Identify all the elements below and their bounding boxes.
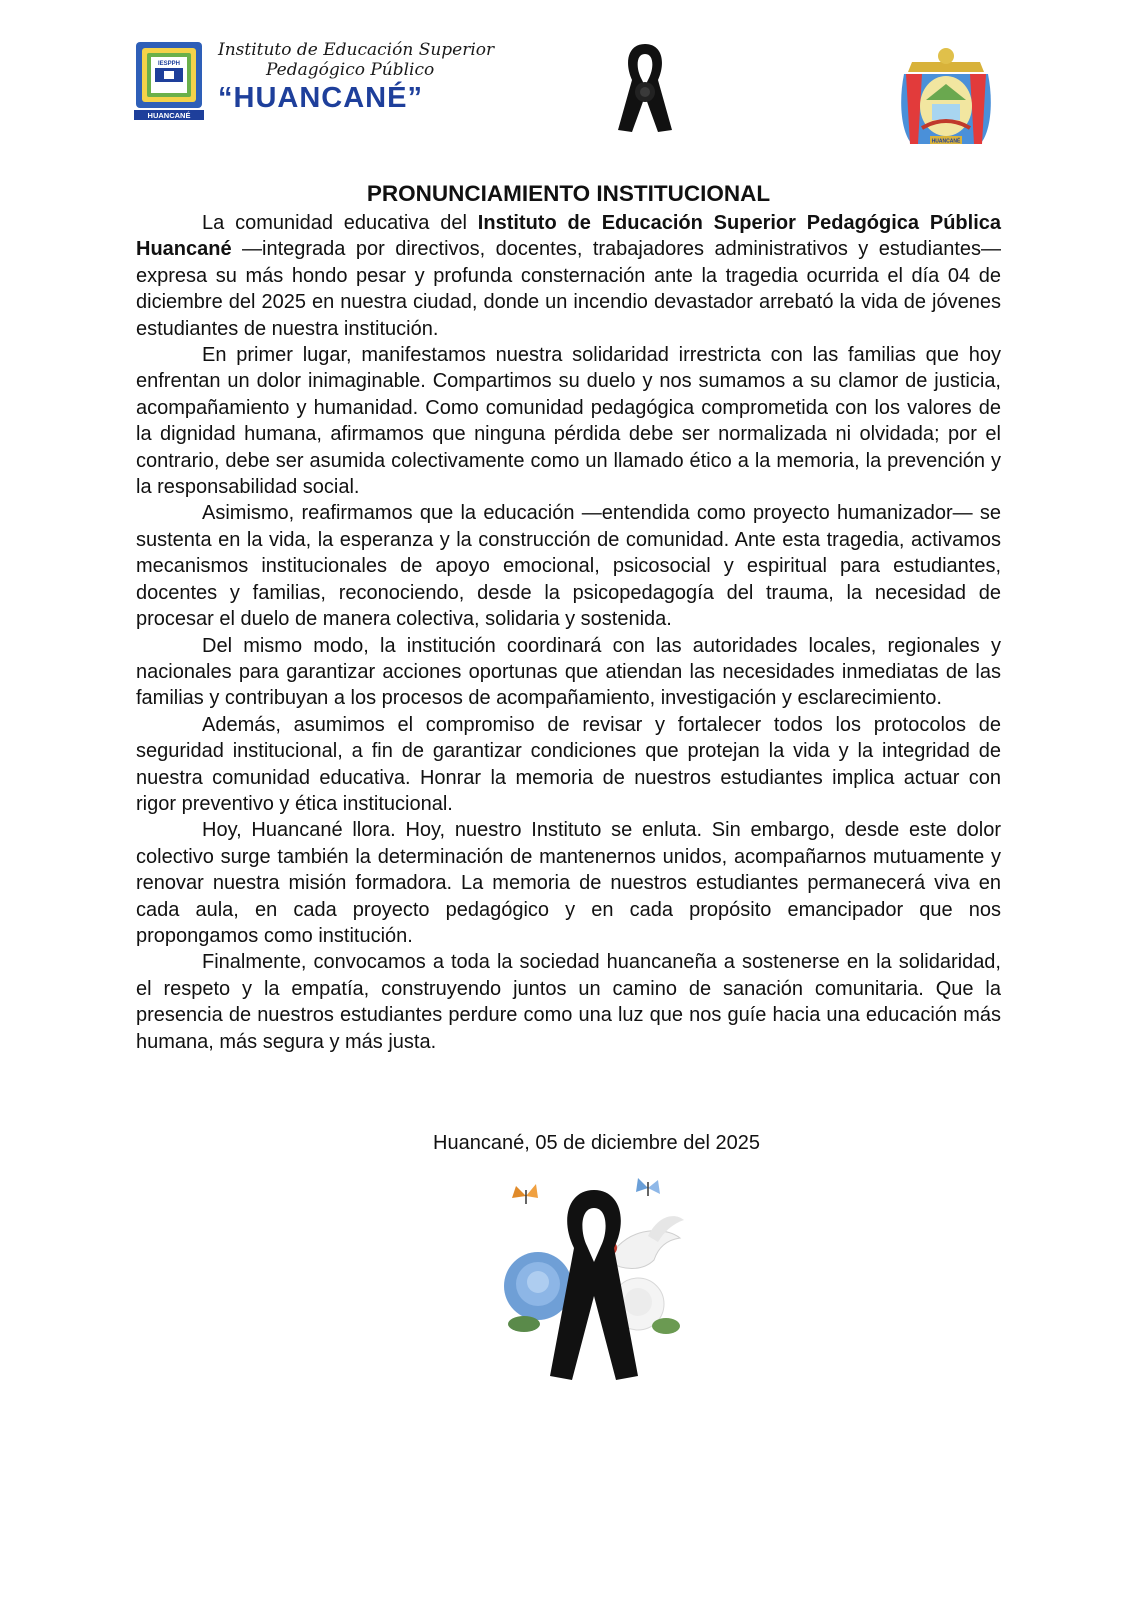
butterfly-icon xyxy=(512,1184,538,1204)
logo-footer: HUANCANÉ xyxy=(147,111,191,120)
paragraph-7: Finalmente, convocamos a toda la sociedad huancaneña a sostenerse en la solidaridad, el respeto y la empatía, construyendo juntos un camino de sanación comunitaria. Que la presencia de nuestros estudiantes perdure como una luz que nos guíe hacia una educación más humana, más segura y más justa. xyxy=(136,951,1001,1053)
document-body xyxy=(136,180,1001,1055)
institution-logo xyxy=(134,40,204,120)
document-title: PRONUNCIAMIENTO INSTITUCIONAL xyxy=(366,181,771,206)
paragraph-6: Hoy, Huancané llora. Hoy, nuestro Instituto se enluta. Sin embargo, desde este dolor colectivo surge también la determinación de mantenernos unidos, acompañarnos mutuamente y renovar nuestra misión formadora. La memoria de nuestros estudiantes permanecerá viva en cada aula, en cada proyecto pedagógico y en cada propósito emancipador que nos propongamos como institución. xyxy=(136,819,1001,947)
paragraph-1-institution: Instituto de Educación Superior Pedagógica Pública Huancané xyxy=(136,212,1002,261)
mourning-artwork xyxy=(498,1176,698,1401)
paragraph-4: Del mismo modo, la institución coordinará con las autoridades locales, regionales y nacionales para garantizar acciones oportunas que atiendan las necesidades inmediatas de las familias y contribuyan a los procesos de acompañamiento, investigación y esclarecimiento. xyxy=(136,634,1001,710)
butterfly-icon xyxy=(636,1178,660,1196)
letterhead xyxy=(0,0,1131,145)
paragraph-1-rest: —integrada por directivos, docentes, trabajadores administrativos y estudiantes— expresa su más hondo pesar y profunda consternación ante la tragedia ocurrida el día 04 de diciembre del 2025 en nuestra ciudad, donde un incendio devastador arrebató la vida de jóvenes estudiantes de nuestra institución. xyxy=(136,238,1001,340)
paragraph-1 xyxy=(136,210,1001,342)
document-date: Huancané, 05 de diciembre del 2025 xyxy=(433,1132,760,1154)
institution-line-1: Instituto de Educación Superior xyxy=(218,40,495,60)
institution-name: “HUANCANÉ” xyxy=(218,82,423,114)
paragraph-3: Asimismo, reafirmamos que la educación —entendida como proyecto humanizador— se sustenta en la vida, la esperanza y la construcción de comunidad. Ante esta tragedia, activamos mecanismos institucionales de apoyo emocional, psicosocial y espiritual para estudiantes, docentes y familias, reconociendo, desde la psicopedagogía del trauma, la necesidad de procesar el duelo de manera colectiva, solidaria y sostenida. xyxy=(136,502,1001,631)
municipal-crest xyxy=(892,44,1000,154)
crest-label: HUANCANÉ xyxy=(931,138,961,145)
mourning-ribbon-icon xyxy=(614,40,676,136)
institution-line-2: Pedagógico Público xyxy=(266,60,435,80)
logo-label: IESPPH xyxy=(157,61,181,67)
paragraph-2: En primer lugar, manifestamos nuestra solidaridad irrestricta con las familias que hoy enfrentan un dolor inimaginable. Compartimos su duelo y nos sumamos a su clamor de justicia, acompañamiento y humanidad. Como comunidad pedagógica comprometida con los valores de la dignidad humana, afirmamos que ninguna pérdida debe ser normalizada ni olvidada; por el contrario, debe ser asumida colectivamente como un llamado ético a la memoria, la prevención y la responsabilidad social. xyxy=(136,344,1001,499)
dove-icon xyxy=(610,1216,684,1268)
institution-heading xyxy=(218,40,498,115)
paragraph-1-intro: La comunidad educativa del xyxy=(202,212,478,234)
paragraph-5: Además, asumimos el compromiso de revisar y fortalecer todos los protocolos de seguridad institucional, a fin de garantizar condiciones que protejan la vida y la integridad de nuestra comunidad educativa. Honrar la memoria de nuestros estudiantes implica actuar con rigor preventivo y ética institucional. xyxy=(136,713,1001,815)
